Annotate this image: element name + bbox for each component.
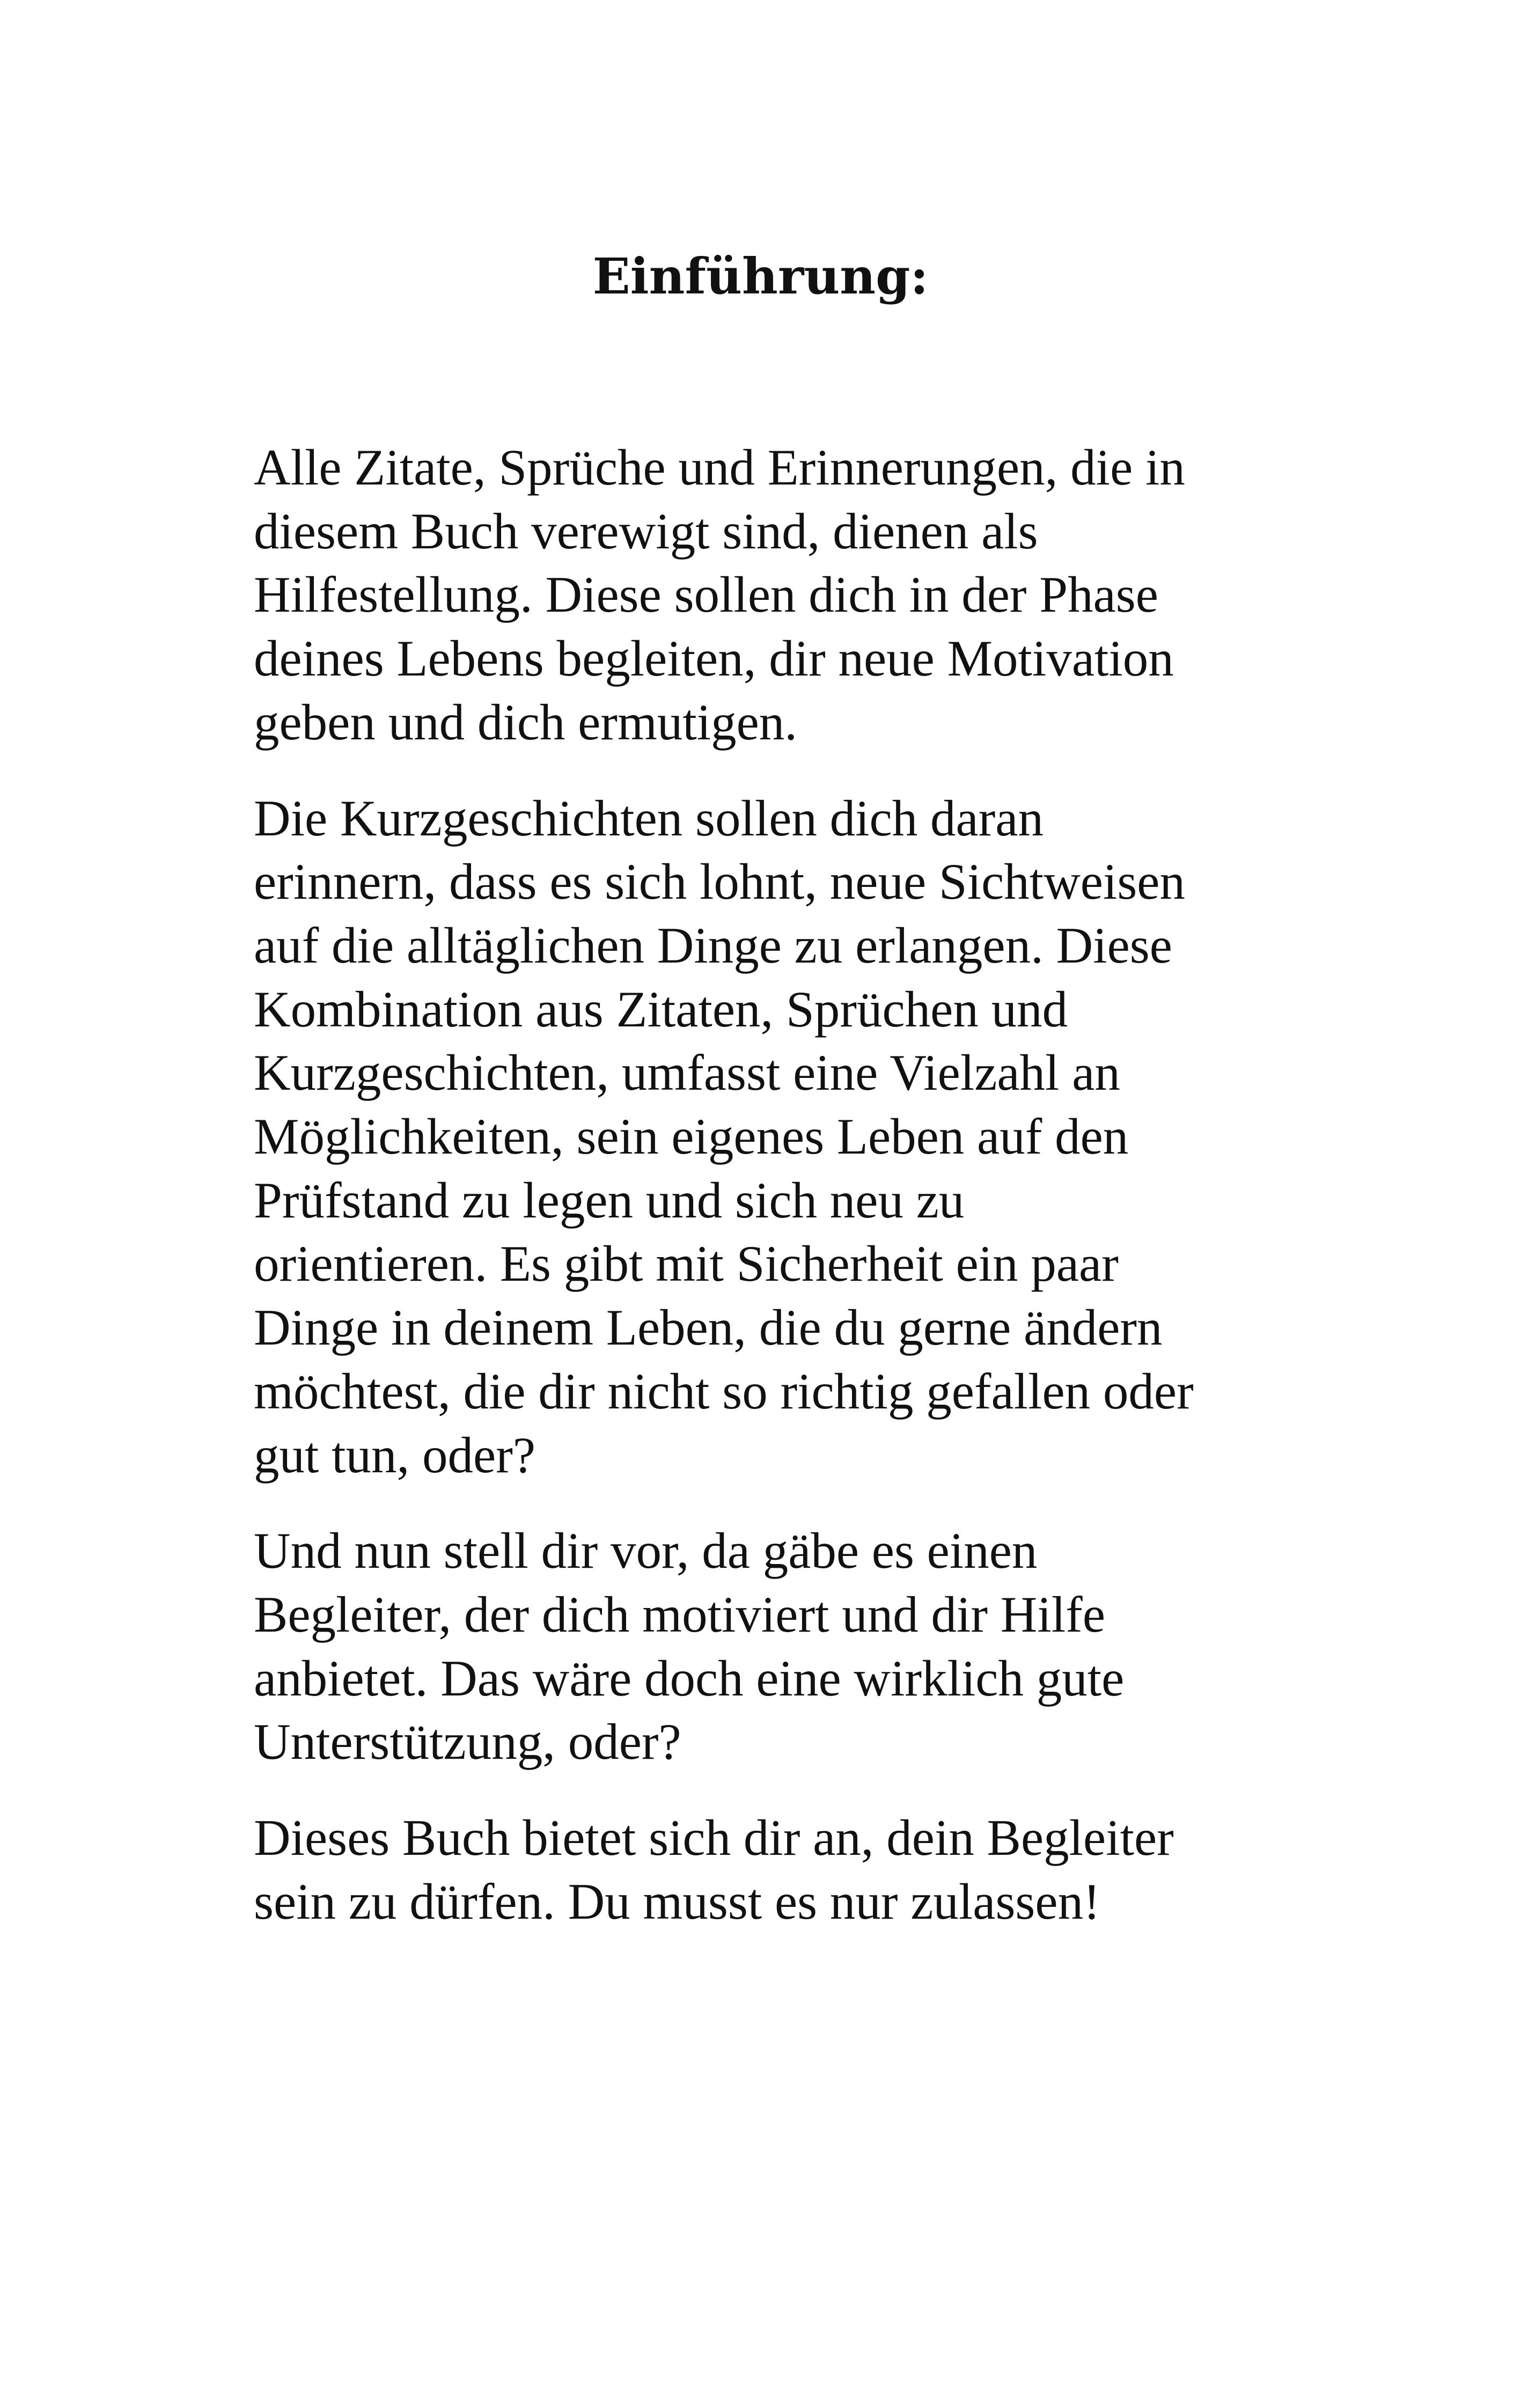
text-line: orientieren. Es gibt mit Sicherheit ein paar — [254, 1235, 1119, 1293]
text-line: Dieses Buch bietet sich dir an, dein Begleiter — [254, 1809, 1174, 1867]
text-line: deines Lebens begleiten, dir neue Motivation — [254, 630, 1174, 687]
text-line: Und nun stell dir vor, da gäbe es einen — [254, 1522, 1038, 1580]
text-line: erinnern, dass es sich lohnt, neue Sichtweisen — [254, 853, 1185, 911]
paragraph-1 — [254, 436, 1273, 754]
text-line: geben und dich ermutigen. — [254, 693, 798, 751]
paragraph-3 — [254, 1519, 1273, 1774]
text-line: anbietet. Das wäre doch eine wirklich gute — [254, 1649, 1125, 1707]
text-line: Möglichkeiten, sein eigenes Leben auf den — [254, 1108, 1129, 1165]
text-line: Unterstützung, oder? — [254, 1713, 681, 1771]
text-line: sein zu dürfen. Du musst es nur zulassen! — [254, 1873, 1100, 1930]
body-text — [254, 436, 1273, 1965]
text-line: diesem Buch verewigt sind, dienen als — [254, 502, 1038, 560]
chapter-heading: Einführung: — [592, 247, 929, 305]
text-line: Die Kurzgeschichten sollen dich daran — [254, 789, 1044, 847]
paragraph-2 — [254, 787, 1273, 1487]
text-line: Dinge in deinem Leben, die du gerne ändern — [254, 1299, 1163, 1356]
text-line: möchtest, die dir nicht so richtig gefallen oder — [254, 1362, 1194, 1420]
text-line: Hilfestellung. Diese sollen dich in der Phase — [254, 566, 1158, 623]
text-line: Kurzgeschichten, umfasst eine Vielzahl an — [254, 1044, 1120, 1102]
text-line: auf die alltäglichen Dinge zu erlangen. Diese — [254, 916, 1172, 974]
paragraph-4 — [254, 1806, 1273, 1933]
text-line: Prüfstand zu legen und sich neu zu — [254, 1171, 965, 1229]
text-line: Alle Zitate, Sprüche und Erinnerungen, die in — [254, 439, 1185, 496]
text-line: gut tun, oder? — [254, 1426, 536, 1484]
text-line: Begleiter, der dich motiviert und dir Hilfe — [254, 1585, 1105, 1643]
text-line: Kombination aus Zitaten, Sprüchen und — [254, 980, 1068, 1038]
